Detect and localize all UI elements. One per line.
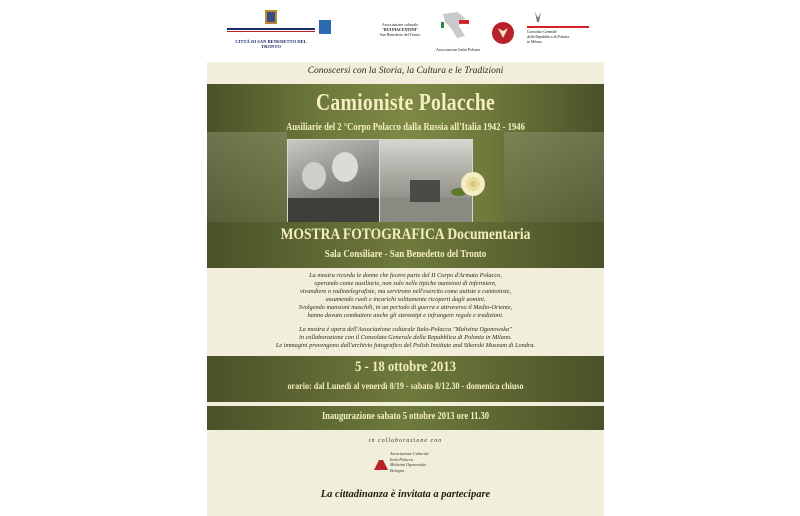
assoc-line1: Associazione culturale xyxy=(381,22,419,27)
desc-line: Le immagini provengono dall'archivio fotografico del Polish Institute and Sikorski Museum di Londra. xyxy=(275,342,536,349)
exhibition-venue: Sala Consiliare - San Benedetto del Tronto xyxy=(324,249,487,260)
description-paragraph-1 xyxy=(217,272,594,320)
desc-line: La mostra è opera dell'Associazione culturale Italo-Polacca "Malwina Ogonowska" xyxy=(299,326,512,333)
assoc-logo-line1: Associazione Culturale xyxy=(390,451,429,456)
title-band xyxy=(207,84,604,244)
inauguration-text: Inaugurazione sabato 5 ottobre 2013 ore 11.30 xyxy=(321,411,490,422)
dates-band xyxy=(207,356,604,402)
background-photo-left xyxy=(207,132,287,232)
event-dates: 5 - 18 ottobre 2013 xyxy=(354,359,457,375)
city-crest-icon xyxy=(227,8,315,34)
page-title: Camioniste Polacche xyxy=(315,90,496,116)
rose-icon xyxy=(451,168,491,202)
assoc-line3: San Benedetto del Tronto xyxy=(379,32,421,37)
desc-line: assumendo ruoli e incarichi solitamente ricoperti dagli uomini. xyxy=(325,296,486,303)
assoc-logo-top xyxy=(369,22,431,37)
truck-shape xyxy=(410,180,440,202)
opening-hours: orario: dal Lunedì al venerdì 8/19 - sabato 8/12.30 - domenica chiuso xyxy=(287,382,524,392)
consulate-line3: in Milano xyxy=(527,40,542,44)
polish-army-emblem-icon xyxy=(492,22,514,44)
consulate-text xyxy=(527,30,569,45)
assoc-logo-line3: Malwina Ogonowska xyxy=(390,462,426,467)
exhibition-title: MOSTRA FOTOGRAFICA Documentaria xyxy=(280,226,531,243)
invitation-text: La cittadinanza è invitata a partecipare xyxy=(320,489,491,500)
photo-women-drivers xyxy=(287,139,381,231)
desc-line: operando come ausiliarie, non solo nelle tipiche mansioni di infermiere, xyxy=(314,280,497,287)
desc-line: hanno dovuto combattere anche gli stereotipi e infrangere regole e tradizioni. xyxy=(307,312,504,319)
assoc-logo-line2: Italo-Polacca xyxy=(390,456,414,462)
page-subtitle: Ausiliarie del 2 °Corpo Polacco dalla Russia all'Italia 1942 - 1946 xyxy=(286,122,525,133)
mountain-flag-icon xyxy=(372,452,390,474)
association-text xyxy=(390,451,429,473)
collaboration-label: in collaborazione con xyxy=(368,438,443,444)
consulate-logo xyxy=(527,10,589,50)
event-poster xyxy=(207,0,604,516)
inauguration-band xyxy=(207,406,604,430)
description xyxy=(217,272,594,350)
assoc-logo-line4: Bologna xyxy=(390,467,405,473)
desc-line: vivandiere o radiotelegrafiste, ma servirono nell'esercito come autiste e camioniste, xyxy=(299,288,512,295)
eagle-icon xyxy=(527,10,589,26)
consulate-line2: della Repubblica di Polonia xyxy=(527,35,570,39)
blue-flag-icon xyxy=(319,20,331,34)
city-name: CITTÀ DI SAN BENEDETTO DEL TRONTO xyxy=(235,39,307,49)
background-photo-right xyxy=(504,132,604,232)
logo-bar xyxy=(207,0,604,62)
city-logo xyxy=(227,8,315,48)
association-logo xyxy=(372,450,452,480)
desc-line: Svolgendo mansioni maschili, in un periodo di guerra e attraverso il Medio-Oriente, xyxy=(298,304,513,311)
desc-line: in collaborazione con il Consolato Generale della Repubblica di Polonia in Milano. xyxy=(299,334,512,341)
tagline: Conoscersi con la Storia, la Cultura e le Tradizioni xyxy=(307,66,504,76)
exhibition-band xyxy=(207,222,604,268)
map-icon xyxy=(435,8,481,42)
consulate-line1: Consolato Generale xyxy=(527,30,558,34)
polonia-line1: Associazione Italia-Polonia xyxy=(435,47,481,52)
face-shape-1 xyxy=(302,162,326,190)
italia-polonia-logo xyxy=(435,8,481,52)
consulate-rule xyxy=(527,26,589,28)
desc-line: La mostra ricorda le donne che fecero parte del II Corpo d'Armata Polacco, xyxy=(309,272,502,279)
face-shape-2 xyxy=(332,152,358,182)
assoc-line2: "RUI PIACENTINI" xyxy=(381,27,419,32)
description-paragraph-2 xyxy=(217,326,594,350)
